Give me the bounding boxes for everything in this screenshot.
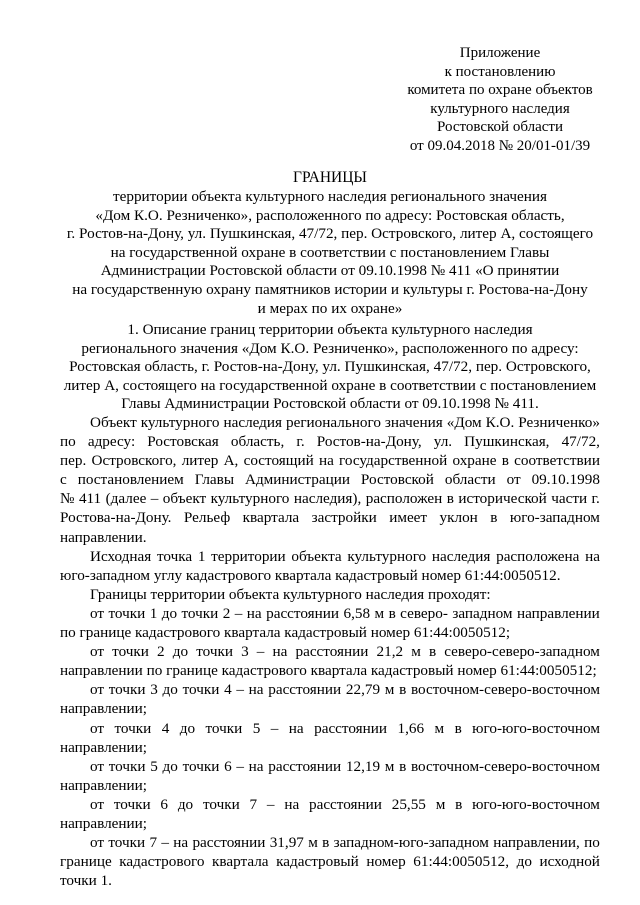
- body-line: [60, 795, 600, 814]
- word: «Дом: [446, 414, 482, 431]
- paragraph-starting-point: [60, 547, 600, 585]
- body-line: [60, 432, 600, 451]
- word: (далее: [105, 490, 147, 508]
- word: кадастровый: [276, 853, 359, 871]
- word: Главы: [194, 471, 235, 489]
- word: с: [60, 471, 67, 489]
- word: застройки: [311, 509, 377, 527]
- word: Администрации: [244, 471, 350, 489]
- word: северо-: [400, 604, 448, 622]
- word: 4: [161, 719, 170, 737]
- word: 4: [224, 681, 232, 699]
- word: до: [161, 604, 178, 622]
- word: Островского,: [91, 452, 177, 470]
- title-line: Администрации Ростовской области от 09.10.1998 № 411 «О принятии: [100, 262, 560, 280]
- word: 411: [78, 490, 102, 508]
- word: точки: [108, 834, 146, 852]
- section-line: Ростовская область, г. Ростов-на-Дону, ул. Пушкинская, 47/72, пер. Островского,: [69, 358, 591, 376]
- word: Объект: [90, 414, 137, 431]
- paragraph-segment-2-3: [60, 642, 600, 680]
- word: юго-западном: [509, 509, 600, 527]
- paragraph-segment-7-1: [60, 833, 600, 890]
- word: точки: [205, 719, 243, 737]
- word: 2: [157, 643, 165, 661]
- word: м: [374, 604, 385, 622]
- word: 47/72,: [561, 433, 600, 451]
- body-line: [60, 719, 600, 738]
- word: –: [256, 643, 265, 661]
- word: по: [584, 834, 600, 852]
- body-line: [60, 604, 600, 623]
- appendix-line: комитета по охране объектов: [407, 82, 593, 99]
- word: расстоянии: [268, 757, 342, 775]
- section-line: Главы Администрации Ростовской области от 09.10.1998 № 411.: [121, 395, 539, 413]
- word: 1: [197, 547, 206, 565]
- paragraph-boundaries-intro: [60, 585, 600, 604]
- word: соответствии: [514, 452, 600, 470]
- appendix-line: культурного наследия: [430, 100, 570, 117]
- body-line: [60, 757, 600, 776]
- word: 5: [150, 757, 158, 775]
- word: культурного: [140, 414, 220, 431]
- word: границе: [60, 853, 112, 871]
- word: в: [490, 509, 498, 527]
- paragraph-segment-3-4: [60, 680, 600, 718]
- word: 12,19: [345, 757, 381, 775]
- word: государственной: [339, 452, 448, 470]
- word: от: [90, 681, 105, 699]
- word: м: [435, 795, 446, 813]
- word: в: [388, 604, 396, 622]
- section-line: 1. Описание границ территории объекта культурного наследия: [127, 321, 533, 338]
- word: до: [179, 719, 196, 737]
- title-line: территории объекта культурного наследия регионального значения: [112, 188, 548, 205]
- word: до: [516, 853, 532, 871]
- body-line: по границе кадастрового квартала кадастровый номер 61:44:0050512;: [60, 624, 511, 642]
- appendix-line: от 09.04.2018 № 20/01-01/39: [409, 137, 591, 154]
- word: –: [236, 681, 244, 699]
- word: точки: [181, 604, 219, 622]
- word: юго-юго-восточном: [472, 795, 600, 813]
- word: Резниченко»: [518, 414, 600, 431]
- word: от: [90, 643, 105, 661]
- word: точки: [196, 643, 233, 661]
- word: Ростовской: [360, 471, 434, 489]
- word: ул.: [433, 433, 453, 451]
- body-line: [60, 642, 600, 661]
- word: от: [90, 834, 105, 852]
- word: область,: [230, 433, 285, 451]
- word: точки: [182, 681, 220, 699]
- title-line: на государственную охрану памятников истории и культуры г. Ростова-на-Дону: [72, 280, 588, 298]
- word: наследия: [223, 414, 283, 431]
- word: м: [411, 643, 421, 661]
- word: от: [90, 795, 105, 813]
- body-line: направлении;: [60, 814, 148, 832]
- word: 7: [249, 795, 258, 813]
- word: имеет: [389, 509, 428, 527]
- word: постановлением: [77, 471, 184, 489]
- word: г.: [591, 490, 600, 508]
- word: в: [322, 834, 330, 852]
- word: от: [506, 471, 521, 489]
- word: части: [551, 490, 588, 508]
- appendix-note: [400, 44, 600, 156]
- word: расстоянии: [192, 834, 266, 852]
- word: точки: [108, 681, 146, 699]
- word: кадастрового: [119, 853, 205, 871]
- word: точки: [108, 604, 146, 622]
- word: от: [90, 757, 105, 775]
- word: А,: [223, 452, 239, 470]
- word: 5: [252, 719, 261, 737]
- body-line: [60, 470, 600, 489]
- word: в: [454, 719, 462, 737]
- word: направлении,: [493, 834, 580, 852]
- word: 09.10.1998: [531, 471, 600, 489]
- word: в: [446, 490, 454, 508]
- word: точки: [182, 757, 220, 775]
- word: Исходная: [90, 547, 152, 565]
- body-line: [60, 489, 600, 508]
- word: в: [399, 757, 407, 775]
- document-title: [60, 168, 600, 318]
- appendix-line: к постановлению: [444, 63, 556, 80]
- word: №: [60, 490, 75, 508]
- word: квартала: [242, 509, 300, 527]
- word: Ростова-на-Дону.: [60, 509, 172, 527]
- word: 1: [149, 604, 158, 622]
- body-line: направлении по границе кадастрового квартала кадастровый номер 61:44:0050512;: [60, 662, 597, 680]
- word: квартала: [212, 853, 269, 871]
- paragraph-segment-5-6: [60, 757, 600, 795]
- word: –: [270, 719, 279, 737]
- word: –: [161, 834, 169, 852]
- word: восточном-северо-восточном: [410, 681, 600, 699]
- word: по: [60, 433, 76, 451]
- title-heading: ГРАНИЦЫ: [293, 169, 367, 186]
- paragraph-segment-1-2: [60, 604, 600, 642]
- word: от: [90, 719, 105, 737]
- body-line: направлении;: [60, 738, 148, 756]
- body-line: [60, 547, 600, 566]
- word: литер: [181, 452, 219, 470]
- word: расстоянии: [266, 604, 340, 622]
- word: 3: [241, 643, 249, 661]
- word: –: [234, 604, 243, 622]
- section-line: регионального значения «Дом К.О. Резниченко», расположенного по адресу:: [81, 339, 579, 357]
- word: в: [399, 681, 407, 699]
- word: –: [266, 795, 275, 813]
- word: состоящий: [243, 452, 314, 470]
- body-text: [60, 413, 600, 890]
- word: 1,66: [397, 719, 425, 737]
- title-line: на государственной охране в соответствии с постановлением Главы: [110, 243, 550, 261]
- word: 6: [160, 795, 169, 813]
- section-line: литер А, состоящего на государственной охране в соответствии с постановлением: [63, 376, 597, 394]
- body-line: [60, 852, 600, 871]
- word: расстоянии: [295, 643, 369, 661]
- word: до: [177, 795, 194, 813]
- word: 3: [150, 681, 158, 699]
- word: исторической: [458, 490, 547, 508]
- title-line: «Дом К.О. Резниченко», расположенного по адресу: Ростовская область,: [95, 206, 565, 224]
- word: на: [288, 719, 304, 737]
- word: территории: [211, 547, 286, 565]
- word: м: [434, 719, 445, 737]
- word: западном-юго-западном: [333, 834, 489, 852]
- word: Пушкинская,: [464, 433, 550, 451]
- word: адресу:: [87, 433, 136, 451]
- word: на: [246, 604, 262, 622]
- word: расстоянии: [308, 795, 382, 813]
- word: 7: [149, 834, 158, 852]
- title-line: г. Ростов-на-Дону, ул. Пушкинская, 47/72, пер. Островского, литер А, состоящего: [66, 225, 594, 243]
- word: расположен: [365, 490, 443, 508]
- word: регионального: [285, 414, 381, 431]
- word: объект: [162, 490, 207, 508]
- word: 6,58: [343, 604, 371, 622]
- appendix-line: Приложение: [459, 45, 541, 61]
- word: расстоянии: [268, 681, 342, 699]
- word: точки: [112, 643, 149, 661]
- title-line: и мерах по их охране»: [257, 299, 403, 317]
- word: западном: [452, 604, 513, 622]
- body-line: [60, 508, 600, 527]
- word: в: [428, 643, 437, 661]
- appendix-line: Ростовской области: [437, 119, 563, 136]
- word: Ростовская: [147, 433, 219, 451]
- paragraph-segment-6-7: [60, 795, 600, 833]
- word: в: [501, 452, 509, 470]
- word: культурного: [347, 547, 427, 565]
- word: исходной: [539, 853, 600, 871]
- word: на: [272, 643, 288, 661]
- word: значения: [384, 414, 443, 431]
- word: 6: [224, 757, 232, 775]
- word: расстоянии: [314, 719, 388, 737]
- word: 31,97: [269, 834, 304, 852]
- section-heading: [60, 321, 600, 414]
- word: Ростов-на-Дону,: [316, 433, 422, 451]
- word: охране: [452, 452, 497, 470]
- word: точки: [113, 795, 151, 813]
- word: К.О.: [485, 414, 515, 431]
- word: северо-северо-западном: [444, 643, 600, 661]
- word: расположена: [496, 547, 580, 565]
- paragraph-object-description: [60, 413, 600, 547]
- word: до: [172, 643, 189, 661]
- body-line: юго-западном углу кадастрового квартала кадастровый номер 61:44:0050512.: [60, 566, 561, 584]
- word: –: [236, 757, 244, 775]
- word: г.: [296, 433, 305, 451]
- word: от: [90, 604, 105, 622]
- word: восточном-северо-восточном: [410, 757, 600, 775]
- paragraph-segment-4-5: [60, 719, 600, 757]
- word: точки: [114, 719, 152, 737]
- word: на: [248, 681, 264, 699]
- word: области: [444, 471, 496, 489]
- body-line: [60, 451, 600, 470]
- body-line: направлении;: [60, 776, 148, 794]
- word: до: [162, 757, 178, 775]
- word: до: [162, 681, 178, 699]
- body-line: [60, 833, 600, 852]
- word: –: [150, 490, 159, 508]
- word: номер: [366, 853, 406, 871]
- word: м: [308, 834, 318, 852]
- word: точка: [156, 547, 193, 565]
- word: культурного: [210, 490, 290, 508]
- body-line: направлении;: [60, 700, 148, 718]
- body-line: точки 1.: [60, 872, 112, 890]
- word: 61:44:0050512,: [413, 853, 510, 871]
- word: пер.: [60, 452, 87, 470]
- word: на: [173, 834, 189, 852]
- word: точки: [108, 757, 146, 775]
- word: объекта: [291, 547, 342, 565]
- word: наследия: [431, 547, 491, 565]
- word: 21,2: [376, 643, 404, 661]
- word: 22,79: [345, 681, 381, 699]
- word: наследия),: [293, 490, 362, 508]
- word: на: [585, 547, 600, 565]
- word: Рельеф: [183, 509, 231, 527]
- word: на: [248, 757, 264, 775]
- word: м: [384, 681, 395, 699]
- word: точки: [202, 795, 240, 813]
- word: м: [384, 757, 395, 775]
- word: на: [284, 795, 300, 813]
- body-line: [60, 680, 600, 699]
- word: юго-юго-восточном: [472, 719, 600, 737]
- word: на: [318, 452, 334, 470]
- body-line: [60, 413, 600, 432]
- word: направлении: [516, 604, 600, 622]
- word: уклон: [439, 509, 478, 527]
- word: 2: [222, 604, 231, 622]
- body-line: Границы территории объекта культурного наследия проходят:: [90, 585, 491, 603]
- word: 25,55: [391, 795, 426, 813]
- word: в: [455, 795, 463, 813]
- body-line: направлении.: [60, 528, 147, 546]
